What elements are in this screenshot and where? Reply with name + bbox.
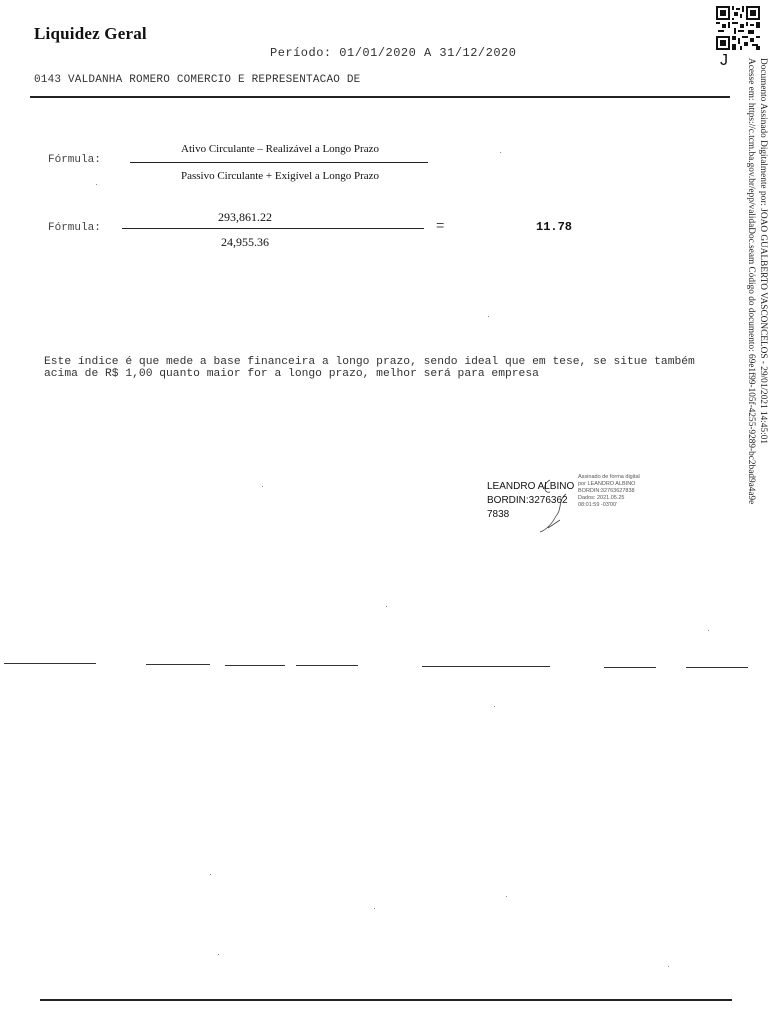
- footer-divider: [40, 999, 732, 1001]
- scan-speck: [262, 486, 263, 487]
- company-name: 0143 VALDANHA ROMERO COMERCIO E REPRESENTACAO DE: [34, 74, 361, 86]
- page-title: Liquidez Geral: [34, 24, 147, 43]
- separator-dash: [225, 665, 285, 666]
- equals-sign: =: [436, 219, 445, 235]
- scan-speck: [708, 630, 709, 631]
- scan-speck: [96, 184, 97, 185]
- digital-signature-stamp: Assinado de forma digital por LEANDRO ALBINO BORDIN:32763627838 Dados: 2021.05.25 08:01:59 -03'00': [578, 474, 640, 508]
- scan-speck: [488, 316, 489, 317]
- scan-speck: [500, 152, 501, 153]
- scan-speck: [374, 908, 375, 909]
- calculation-denominator: 24,955.36: [221, 235, 269, 249]
- scan-speck: [386, 606, 387, 607]
- formula-numerator: Ativo Circulante – Realizável a Longo Prazo: [181, 143, 379, 155]
- separator-dash: [4, 663, 96, 664]
- calculation-fraction-bar: [122, 228, 424, 229]
- scan-speck: [668, 966, 669, 967]
- scan-speck: [494, 706, 495, 707]
- index-description: Este índice é que mede a base financeira a longo prazo, sendo ideal que em tese, se situe também acima de R$ 1,00 quanto maior for a longo prazo, melhor será para empresa: [44, 356, 695, 380]
- formula-fraction-bar: [130, 162, 428, 163]
- scan-speck: [218, 954, 219, 955]
- header-divider: [30, 96, 730, 98]
- separator-dash: [296, 665, 358, 666]
- side-authentication-stamp: Documento Assinado Digitalmente por: JOAO GUALBERTO VASCONCELOS - 29/01/2021 14:45:01 Acesse em: https://c.tcm.ba.gov.br/epp/validaDoc.seam Código do documento: 69e1f99-105f-4255-9289-bc2bad9a4a9e: [746, 58, 768, 505]
- scan-speck: [210, 874, 211, 875]
- formula-label: Fórmula:: [48, 154, 101, 166]
- scan-speck: [506, 896, 507, 897]
- period-range: Período: 01/01/2020 A 31/12/2020: [270, 46, 517, 60]
- corner-mark: J: [720, 52, 728, 69]
- calculation-label: Fórmula:: [48, 222, 101, 234]
- calculation-result: 11.78: [536, 220, 573, 234]
- calculation-numerator: 293,861.22: [218, 210, 272, 224]
- separator-dash: [604, 667, 656, 668]
- separator-dash: [686, 667, 748, 668]
- formula-denominator: Passivo Circulante + Exigível a Longo Prazo: [180, 170, 380, 182]
- separator-dash: [422, 666, 550, 667]
- signer-name: LEANDRO ALBINO BORDIN:3276362 7838: [487, 481, 575, 520]
- qr-code-icon: [716, 6, 760, 50]
- separator-dash: [146, 664, 210, 665]
